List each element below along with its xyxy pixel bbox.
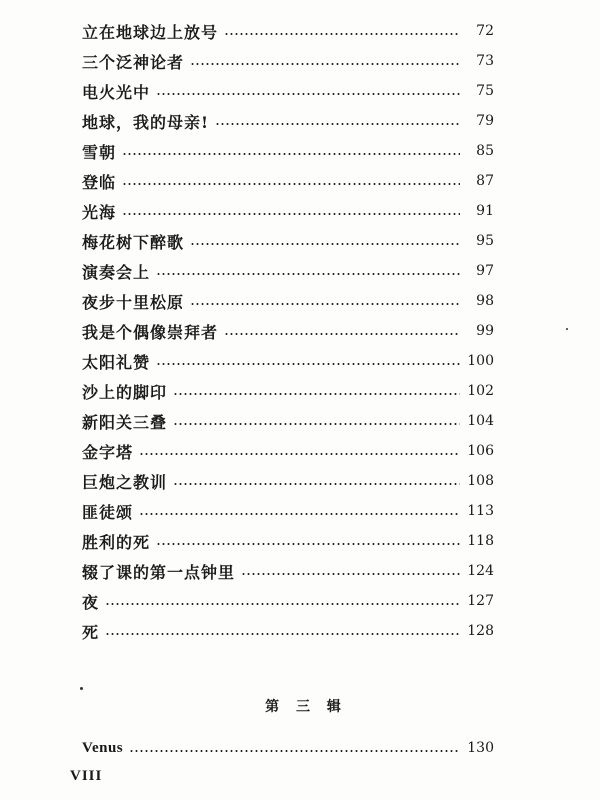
toc-entry bbox=[82, 526, 494, 556]
toc-entry bbox=[82, 466, 494, 496]
dot-leader bbox=[173, 483, 460, 485]
toc-entry-title: 夜步十里松原 bbox=[82, 292, 185, 312]
toc-entry-page: 127 bbox=[467, 593, 494, 609]
dot-leader bbox=[224, 333, 460, 335]
toc-entry-page: 113 bbox=[467, 503, 494, 519]
dot-leader bbox=[156, 363, 460, 365]
toc-entry-title: 登临 bbox=[82, 172, 117, 192]
toc-entry bbox=[82, 316, 494, 346]
toc-entry-page: 79 bbox=[476, 113, 494, 129]
dot-leader bbox=[215, 123, 460, 125]
toc-entry-page: 98 bbox=[476, 293, 494, 309]
toc-entry bbox=[82, 166, 494, 196]
toc-entry bbox=[82, 586, 494, 616]
toc-entry-title: 金字塔 bbox=[82, 442, 134, 462]
toc-entry-page: 85 bbox=[476, 143, 494, 159]
section-heading: 第 三 辑 bbox=[265, 699, 347, 715]
toc-entry-title: 三个泛神论者 bbox=[82, 52, 185, 72]
toc-list bbox=[82, 16, 494, 646]
dot-leader bbox=[190, 303, 460, 305]
dot-leader bbox=[173, 393, 460, 395]
toc-entry bbox=[82, 136, 494, 166]
toc-entry bbox=[82, 436, 494, 466]
dot-leader bbox=[241, 573, 460, 575]
toc-entry-title: 梅花树下醉歌 bbox=[82, 232, 185, 252]
toc-entry bbox=[82, 196, 494, 226]
toc-entry-title: 光海 bbox=[82, 202, 117, 222]
toc-entry-page: 75 bbox=[476, 83, 494, 99]
toc-entry bbox=[82, 286, 494, 316]
toc-entry-title: 沙上的脚印 bbox=[82, 382, 168, 402]
toc-entry bbox=[82, 406, 494, 436]
dot-leader bbox=[122, 183, 460, 185]
dot-leader bbox=[156, 543, 460, 545]
toc-entry-page: 130 bbox=[467, 740, 494, 756]
print-speck bbox=[80, 687, 83, 690]
toc-entry-title: 夜 bbox=[82, 592, 100, 612]
toc-entry bbox=[82, 733, 494, 763]
toc-entry-title: 立在地球边上放号 bbox=[82, 22, 219, 42]
toc-entry-page: 118 bbox=[467, 533, 494, 549]
toc-entry-title: 辍了课的第一点钟里 bbox=[82, 562, 236, 582]
dot-leader bbox=[122, 153, 460, 155]
toc-entry-page: 87 bbox=[476, 173, 494, 189]
toc-entry-page: 99 bbox=[476, 323, 494, 339]
page-folio: VIII bbox=[70, 768, 103, 784]
toc-entry bbox=[82, 376, 494, 406]
dot-leader bbox=[105, 633, 460, 635]
toc-entry-title: 太阳礼赞 bbox=[82, 352, 151, 372]
dot-leader bbox=[224, 33, 460, 35]
toc-entry-page: 91 bbox=[476, 203, 494, 219]
toc-entry-page: 108 bbox=[467, 473, 494, 489]
print-speck bbox=[566, 328, 568, 330]
toc-entry bbox=[82, 616, 494, 646]
toc-entry-page: 104 bbox=[467, 413, 494, 429]
toc-entry bbox=[82, 496, 494, 526]
toc-entry-title: 电火光中 bbox=[82, 82, 151, 102]
toc-entry-title: 巨炮之教训 bbox=[82, 472, 168, 492]
toc-entry-page: 124 bbox=[467, 563, 494, 579]
toc-entry-page: 73 bbox=[476, 53, 494, 69]
toc-entry-title: 演奏会上 bbox=[82, 262, 151, 282]
toc-entry bbox=[82, 226, 494, 256]
dot-leader bbox=[139, 453, 460, 455]
dot-leader bbox=[173, 423, 460, 425]
toc-entry-title: 地球，我的母亲! bbox=[82, 112, 210, 132]
toc-entry-page: 95 bbox=[476, 233, 494, 249]
dot-leader bbox=[129, 750, 460, 752]
dot-leader bbox=[190, 243, 460, 245]
dot-leader bbox=[190, 63, 460, 65]
toc-entry-page: 97 bbox=[476, 263, 494, 279]
toc-entry bbox=[82, 46, 494, 76]
toc-entry-page: 100 bbox=[467, 353, 494, 369]
toc-entry-title: 胜利的死 bbox=[82, 532, 151, 552]
toc-entry-title: 雪朝 bbox=[82, 142, 117, 162]
dot-leader bbox=[139, 513, 460, 515]
toc-entry-title: 我是个偶像崇拜者 bbox=[82, 322, 219, 342]
toc-entry bbox=[82, 76, 494, 106]
toc-entry-title: 匪徒颂 bbox=[82, 502, 134, 522]
toc-entry bbox=[82, 256, 494, 286]
dot-leader bbox=[156, 273, 460, 275]
toc-entry bbox=[82, 346, 494, 376]
toc-entry-page: 106 bbox=[467, 443, 494, 459]
toc-entry-page: 128 bbox=[467, 623, 494, 639]
toc-list-section-3 bbox=[82, 733, 494, 763]
toc-entry bbox=[82, 106, 494, 136]
dot-leader bbox=[156, 93, 460, 95]
toc-entry-page: 102 bbox=[467, 383, 494, 399]
toc-entry bbox=[82, 556, 494, 586]
toc-entry-title: 新阳关三叠 bbox=[82, 412, 168, 432]
toc-entry bbox=[82, 16, 494, 46]
dot-leader bbox=[122, 213, 460, 215]
toc-entry-page: 72 bbox=[476, 23, 494, 39]
toc-entry-title: Venus bbox=[82, 739, 124, 756]
toc-entry-title: 死 bbox=[82, 622, 100, 642]
dot-leader bbox=[105, 603, 460, 605]
